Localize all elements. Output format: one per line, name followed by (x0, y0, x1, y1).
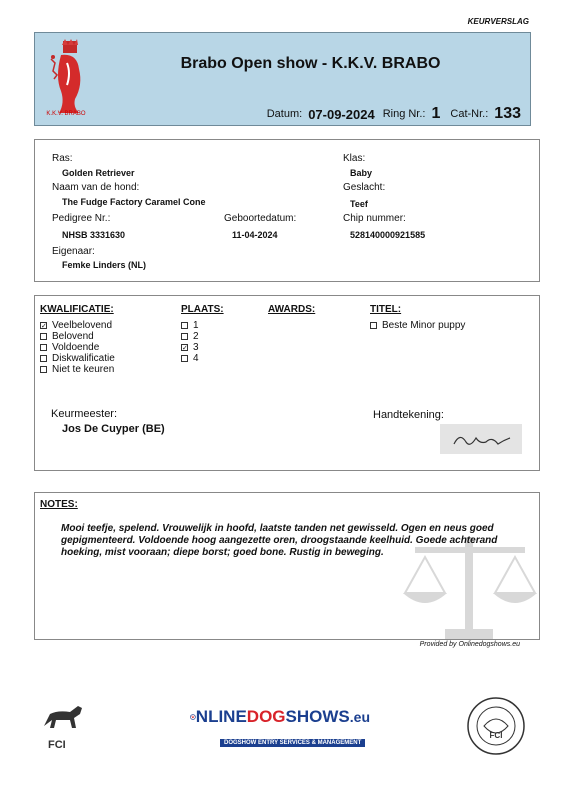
plaats-option-label: 1 (193, 320, 199, 331)
checkbox-icon[interactable] (181, 322, 188, 329)
handtekening-label: Handtekening: (373, 409, 444, 421)
klas-label: Klas: (343, 153, 366, 164)
plaats-option-label: 2 (193, 331, 199, 342)
checkbox-icon[interactable] (40, 355, 47, 362)
checkbox-icon[interactable] (40, 344, 47, 351)
brand-dog: DOG (246, 707, 286, 726)
keurmeester-label: Keurmeester: (51, 408, 118, 420)
kwalificatie-heading: KWALIFICATIE: (40, 304, 114, 315)
kwal-option[interactable] (40, 353, 115, 364)
geboortedatum-label: Geboortedatum: (224, 213, 297, 224)
kwalificatie-list (40, 320, 115, 375)
checkbox-icon[interactable] (181, 333, 188, 340)
titel-list (370, 320, 465, 331)
plaats-option-label: 3 (193, 342, 199, 353)
eigenaar-value: Femke Linders (NL) (62, 260, 147, 270)
fci-left-text: FCI (48, 739, 66, 751)
titel-option-label: Beste Minor puppy (382, 320, 466, 331)
klas-value: Baby (350, 168, 373, 178)
geslacht-value: Teef (350, 199, 368, 209)
plaats-option[interactable] (181, 320, 199, 331)
checkbox-icon[interactable] (40, 333, 47, 340)
pedigree-label: Pedigree Nr.: (52, 213, 111, 224)
plaats-option[interactable] (181, 342, 199, 353)
plaats-heading: PLAATS: (181, 304, 224, 315)
plaats-option[interactable] (181, 353, 199, 364)
brand-tld: .eu (349, 709, 370, 725)
kwal-option-label: Niet te keuren (52, 364, 115, 375)
dog-icon (40, 700, 90, 734)
result-panel (34, 295, 540, 471)
chip-value: 528140000921585 (350, 230, 426, 240)
brand-tagline: DOGSHOW ENTRY SERVICES & MANAGEMENT (220, 739, 365, 747)
kwal-option-label: Diskwalificatie (52, 353, 115, 364)
ras-label: Ras: (52, 153, 73, 164)
geboortedatum-value: 11-04-2024 (232, 230, 278, 240)
brand-post: SHOWS (285, 707, 350, 726)
dog-info-panel (34, 139, 540, 282)
checkbox-icon[interactable] (181, 355, 188, 362)
brand-logo (190, 703, 370, 749)
naam-value: The Fudge Factory Caramel Cone (62, 197, 206, 207)
kwal-option[interactable] (40, 364, 115, 375)
checkbox-checked-icon[interactable]: ✓ (182, 345, 188, 352)
pedigree-value: NHSB 3331630 (62, 230, 126, 240)
kwal-option-label: Voldoende (52, 342, 100, 353)
awards-heading: AWARDS: (268, 304, 316, 315)
plaats-option[interactable] (181, 331, 199, 342)
titel-option[interactable] (370, 320, 465, 331)
ring-label: Ring Nr.: (382, 108, 426, 120)
plaats-list (181, 320, 199, 364)
signature-image (440, 424, 522, 454)
header-panel (34, 32, 531, 126)
datum-value: 07-09-2024 (308, 106, 375, 122)
brand-pre: NLINE (195, 707, 247, 726)
checkbox-checked-icon[interactable]: ✓ (41, 323, 47, 330)
kwal-option-label: Veelbelovend (52, 320, 113, 331)
kwal-option-label: Belovend (52, 331, 94, 342)
kwal-option[interactable] (40, 320, 115, 331)
datum-label: Datum: (266, 108, 303, 120)
document-type: KEURVERSLAG (467, 17, 529, 26)
page-title: Brabo Open show - K.K.V. BRABO (180, 55, 441, 72)
logo-caption: K.K.V. BRABO (46, 111, 86, 117)
notes-text: Mooi teefje, spelend. Vrouwelijk in hoofd, laatste tanden net gewisseld. Ogen en neus goed gepigmenteerd. Voldoende hoog aangezette oren, droogstaande keelhuid. Goede achterand hoeking, mist vooraan; diepe borst; goed bone. Rustig in beweging. (61, 523, 498, 558)
eigenaar-label: Eigenaar: (52, 246, 95, 257)
kwal-option[interactable] (40, 331, 115, 342)
kwal-option[interactable] (40, 342, 115, 353)
provided-by: Provided by Onlinedogshows.eu (419, 641, 520, 648)
naam-label: Naam van de hond: (52, 182, 140, 193)
keurmeester-value: Jos De Cuyper (BE) (62, 423, 165, 435)
geslacht-label: Geslacht: (343, 182, 386, 193)
fci-seal-text: FCI (489, 731, 503, 740)
checkbox-icon[interactable] (40, 366, 47, 373)
ring-value: 1 (431, 105, 441, 122)
plaats-option-label: 4 (193, 353, 199, 364)
cat-value: 133 (494, 105, 521, 122)
titel-heading: TITEL: (370, 304, 402, 315)
ras-value: Golden Retriever (62, 168, 135, 178)
chip-label: Chip nummer: (343, 213, 406, 224)
header-meta (35, 102, 530, 126)
fci-left-logo (40, 700, 90, 750)
fci-seal-icon (466, 696, 526, 756)
notes-heading: NOTES: (40, 499, 78, 510)
checkbox-icon[interactable] (370, 322, 377, 329)
notes-panel (34, 492, 540, 640)
cat-label: Cat-Nr.: (450, 108, 489, 120)
